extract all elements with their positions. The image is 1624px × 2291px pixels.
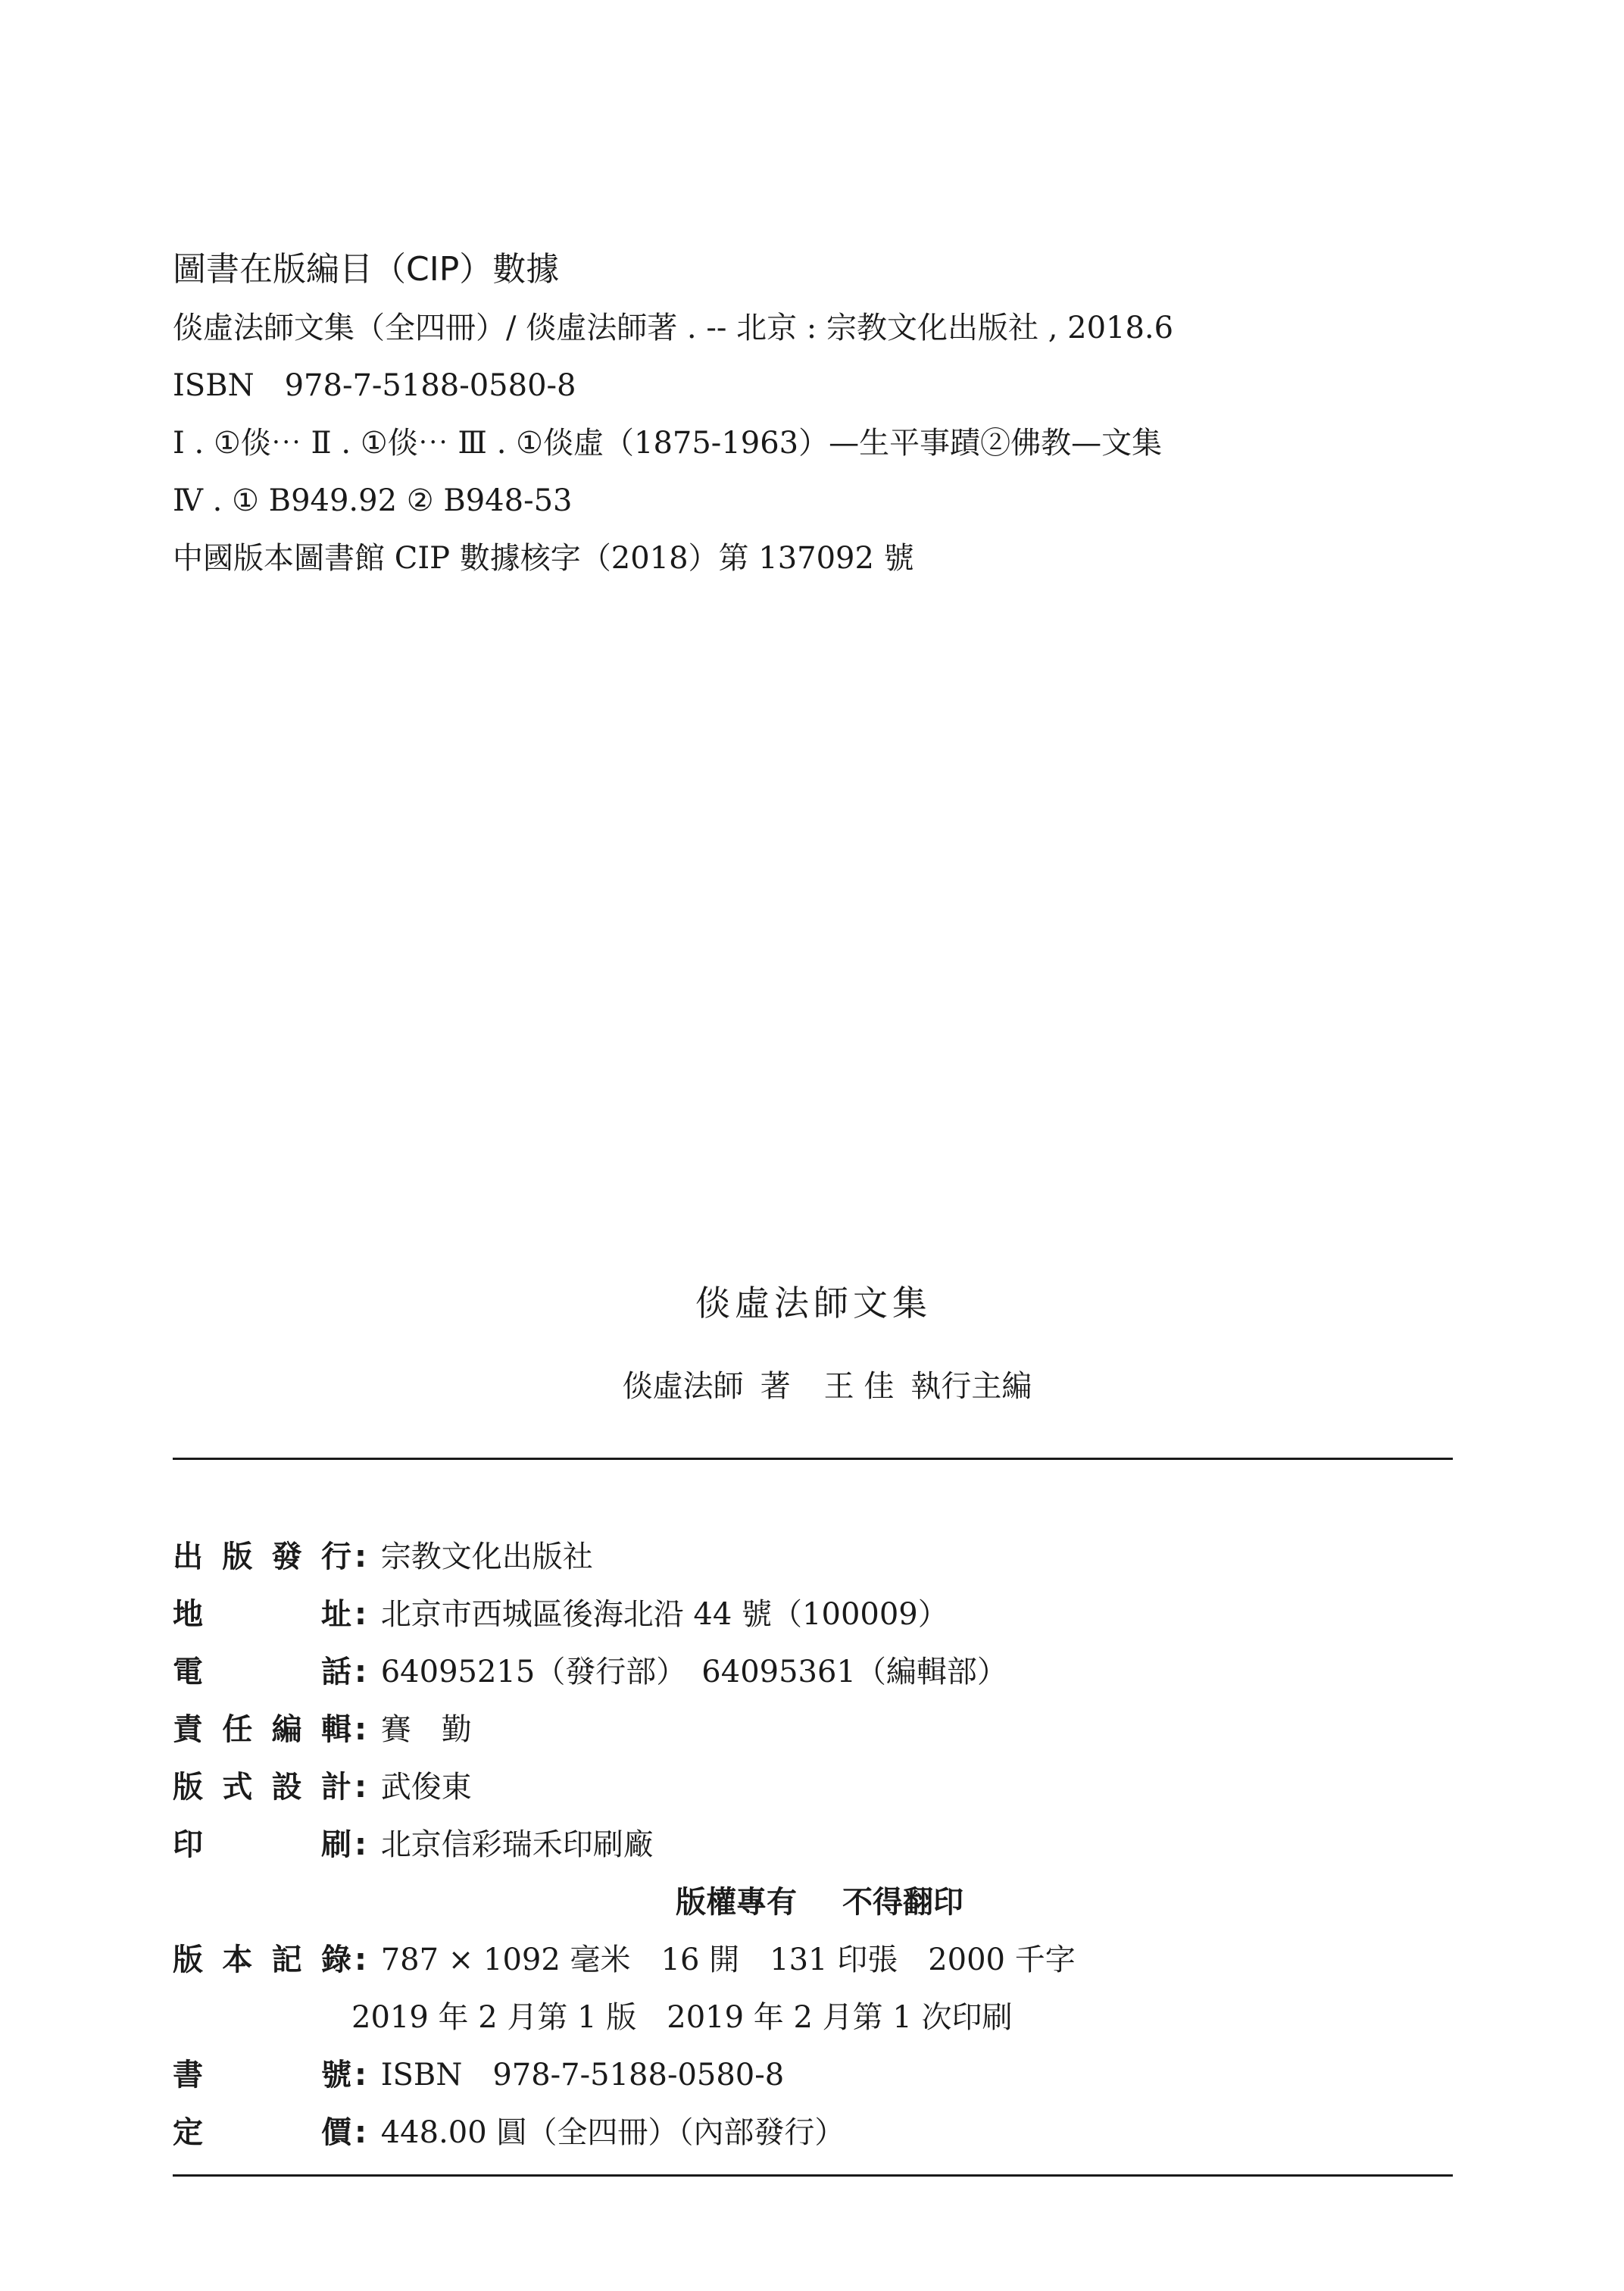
edition-record-line2-row: [351, 1999, 1013, 2036]
printing-label: 印刷: [173, 1827, 351, 1862]
phone-value: 64095215（發行部） 64095361（編輯部）: [380, 1655, 1007, 1689]
price-value: 448.00 圓（全四冊）（內部發行）: [380, 2115, 845, 2150]
phone-row: 電話 : 64095215（發行部） 64095361（編輯部）: [173, 1655, 1007, 1689]
cip-title-line: 倓虛法師文集（全四冊）/ 倓虛法師著 . -- 北京 : 宗教文化出版社 , 2018.6: [173, 311, 1174, 345]
edition-record-line1: 787 × 1092 毫米 16 開 131 印張 2000 千字: [380, 1943, 1076, 1977]
cip-heading: 圖書在版編目（CIP）數據: [173, 250, 560, 289]
address-row: 地址 : 北京市西城區後海北沿 44 號（100009）: [173, 1597, 948, 1632]
cip-record-line: 中國版本圖書館 CIP 數據核字（2018）第 137092 號: [173, 541, 914, 576]
copyright-notice: [0, 1883, 1624, 1921]
edition-record-label: 版本記錄: [173, 1943, 351, 1977]
edition-record-row: 版本記錄 : 787 × 1092 毫米 16 開 131 印張 2000 千字: [173, 1943, 1076, 1977]
book-number-value: ISBN 978-7-5188-0580-8: [380, 2058, 785, 2093]
printing-row: 印刷 : 北京信彩瑞禾印刷廠: [173, 1827, 654, 1862]
publisher-row: 出版發行 : 宗教文化出版社: [173, 1539, 593, 1574]
bottom-rule: [173, 2174, 1453, 2177]
price-label: 定價: [173, 2115, 351, 2150]
book-credits: [0, 1367, 1624, 1405]
cip-isbn-line: ISBN 978-7-5188-0580-8: [173, 368, 576, 403]
editor-name: 王 佳: [823, 1369, 895, 1404]
publisher-label: 出版發行: [173, 1539, 351, 1574]
address-value: 北京市西城區後海北沿 44 號（100009）: [380, 1597, 948, 1632]
editor-in-charge-row: 責任編輯 : 賽 勤: [173, 1712, 472, 1747]
copyright-right: 不得翻印: [842, 1885, 963, 1920]
printing-value: 北京信彩瑞禾印刷廠: [380, 1827, 654, 1862]
layout-design-row: 版式設計 : 武俊東: [173, 1770, 472, 1805]
author-role: 著: [760, 1369, 791, 1404]
cip-classification-line: Ⅳ . ① B949.92 ② B948-53: [173, 483, 573, 518]
cip-subject-line: Ⅰ . ①倓⋯ Ⅱ . ①倓⋯ Ⅲ . ①倓虛（1875-1963）—生平事蹟②佛教—文集: [173, 426, 1163, 461]
book-number-label: 書號: [173, 2058, 351, 2093]
editor-role: 執行主編: [910, 1369, 1032, 1404]
layout-design-label: 版式設計: [173, 1770, 351, 1805]
address-label: 地址: [173, 1597, 351, 1632]
edition-record-line2: 2019 年 2 月第 1 版 2019 年 2 月第 1 次印刷: [351, 2000, 1013, 2035]
copyright-left: 版權專有: [676, 1885, 797, 1920]
book-title: 倓虛法師文集: [695, 1283, 932, 1324]
phone-label: 電話: [173, 1655, 351, 1689]
editor-in-charge-value: 賽 勤: [380, 1712, 472, 1747]
editor-in-charge-label: 責任編輯: [173, 1712, 351, 1747]
top-rule: [173, 1458, 1453, 1460]
price-row: 定價 : 448.00 圓（全四冊）（內部發行）: [173, 2115, 845, 2150]
layout-design-value: 武俊東: [380, 1770, 472, 1805]
author-name: 倓虛法師: [622, 1369, 744, 1404]
publisher-value: 宗教文化出版社: [380, 1539, 593, 1574]
book-number-row: 書號 : ISBN 978-7-5188-0580-8: [173, 2058, 785, 2093]
